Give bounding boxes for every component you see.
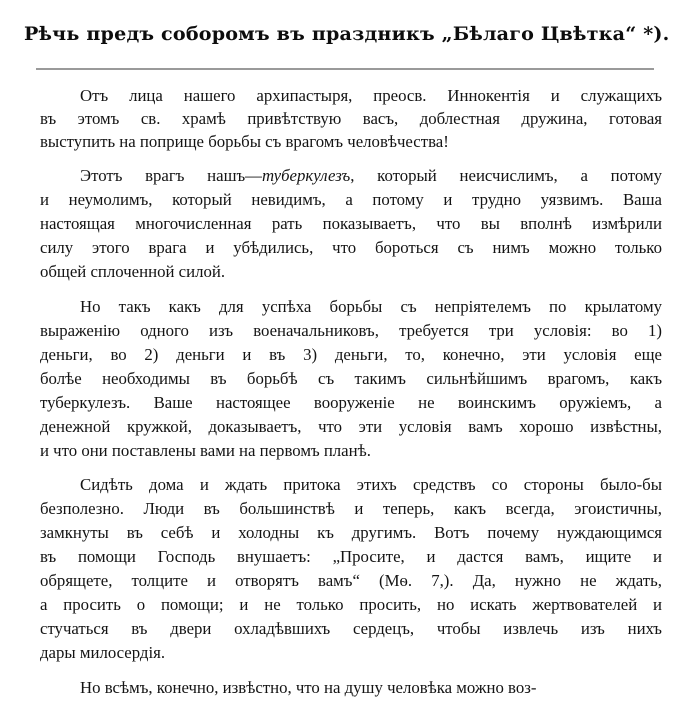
emphasized-term: туберкулезъ [261,166,351,185]
page-title: Рѣчь предъ соборомъ въ праздникъ „Бѣлаго Цвѣтка“ *). [24,22,670,45]
paragraph-4-line-8: дары милосердія. [40,643,166,662]
paragraph-3-line-3: деньги, во 2) деньги и въ 3) деньги, то, конечно, эти условія еще [40,345,662,364]
paragraph-2-line-5: общей сплоченной силой. [40,262,226,281]
paragraph-2-text-after: , который неисчислимъ, а потому [350,166,662,185]
paragraph-4-line-3: замкнуты въ себѣ и холодны къ другимъ. Вотъ почему нуждающимся [40,523,662,542]
paragraph-3-line-4: болѣе необходимы въ борьбѣ съ такимъ сильнѣйшимъ врагомъ, какъ [40,369,662,388]
paragraph-2-line-3: настоящая многочисленная рать показываетъ, что вы вполнѣ измѣрили [40,214,662,233]
paragraph-4-line-6: а просить о помощи; и не только просить, но искать жертвователей и [40,595,662,614]
paragraph-3-line-1: Но такъ какъ для успѣха борьбы съ непріятелемъ по крылатому [80,297,662,316]
paragraph-5-line-1: Но всѣмъ, конечно, извѣстно, что на душу человѣка можно воз- [80,678,537,697]
paragraph-3-line-5: туберкулезъ. Ваше настоящее вооруженіе не воинскимъ оружіемъ, а [40,393,662,412]
paragraph-3-line-6: денежной кружкой, доказываетъ, что эти условія вамъ хорошо извѣстны, [40,417,662,436]
paragraph-3-line-2: выраженію одного изъ военачальниковъ, требуется три условія: во 1) [40,321,662,340]
paragraph-2-line-1 [40,166,662,188]
paragraph-1-line-1: Отъ лица нашего архипастыря, преосв. Иннокентія и служащихъ [80,86,662,105]
paragraph-2-text-before: Этотъ врагъ нашъ— [80,166,262,185]
paragraph-2-line-2: и неумолимъ, который невидимъ, а потому и трудно уязвимъ. Ваша [40,190,662,209]
title-divider [36,68,654,70]
paragraph-1-line-3: выступить на поприще борьбы съ врагомъ человѣчества! [40,132,449,151]
paragraph-4-line-5: обрящете, толците и отворятъ вамъ“ (Мѳ. 7,). Да, нужно не ждать, [40,571,662,590]
paragraph-2-line-4: силу этого врага и убѣдились, что бороться съ нимъ можно только [40,238,662,257]
paragraph-1-line-2: въ этомъ св. храмѣ привѣтствую васъ, доблестная дружина, готовая [40,109,662,128]
paragraph-4-line-7: стучаться въ двери охладѣвшихъ сердецъ, чтобы извлечь изъ нихъ [40,619,662,638]
paragraph-4-line-2: безполезно. Люди въ большинствѣ и теперь, какъ всегда, эгоистичны, [40,499,662,518]
paragraph-3-line-7: и что они поставлены вами на первомъ планѣ. [40,441,371,460]
paragraph-4-line-1: Сидѣть дома и ждать притока этихъ средствъ со стороны было-бы [80,475,662,494]
paragraph-4-line-4: въ помощи Господь внушаетъ: „Просите, и дастся вамъ, ищите и [40,547,662,566]
